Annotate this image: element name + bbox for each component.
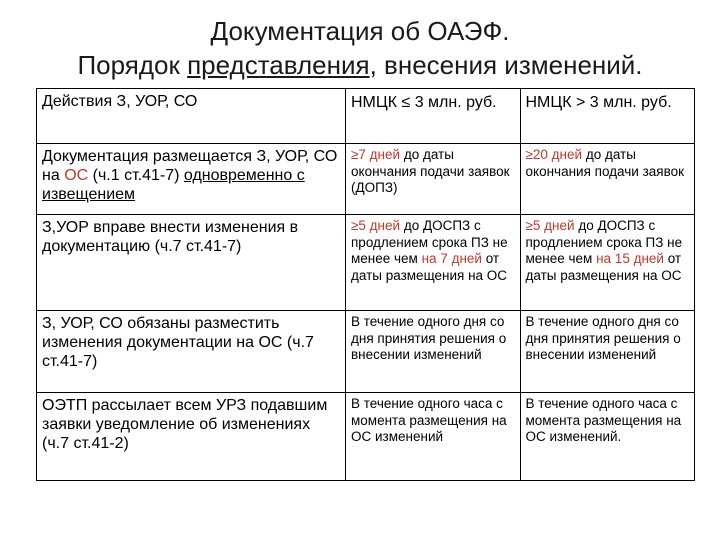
row2-nmck-le-3 xyxy=(346,215,521,311)
title-line-2-start: Порядок xyxy=(77,50,188,80)
title-line-2 xyxy=(0,48,720,82)
header-actions: Действия З, УОР, СО xyxy=(37,89,346,144)
row4-nmck-gt-3: В течение одного часа с момента размещения на ОС изменений. xyxy=(520,393,695,481)
table-header-row xyxy=(37,89,695,144)
row2-c2-end: от даты размещения на ОС xyxy=(351,251,508,283)
row2-c2-days: ≥5 дней xyxy=(351,218,401,233)
header-nmck-gt-3: НМЦК > 3 млн. руб. xyxy=(520,89,695,144)
row1-c3-text: до даты окончания подачи заявок xyxy=(525,147,685,179)
row2-c2-extension: на 7 дней xyxy=(421,251,482,266)
table-row xyxy=(37,311,695,393)
row1-nmck-gt-3 xyxy=(520,144,695,215)
documentation-table xyxy=(36,88,695,481)
row2-c3-extension: на 15 дней xyxy=(596,251,664,266)
row2-c3-text: до ДОСПЗ с продлением срока ПЗ не менее чем xyxy=(525,218,683,266)
row3-nmck-gt-3: В течение одного дня со дня принятия решения о внесении изменений xyxy=(520,311,695,393)
row2-c3-days: ≥5 дней xyxy=(525,218,575,233)
row4-nmck-le-3: В течение одного часа с момента размещения на ОС изменений xyxy=(346,393,521,481)
header-nmck-le-3: НМЦК ≤ 3 млн. руб. xyxy=(346,89,521,144)
row3-nmck-le-3: В течение одного дня со дня принятия решения о внесении изменений xyxy=(346,311,521,393)
row1-action xyxy=(37,144,346,215)
row2-nmck-gt-3 xyxy=(520,215,695,311)
row4-action: ОЭТП рассылает всем УРЗ подавшим заявки уведомление об изменениях (ч.7 ст.41-2) xyxy=(37,393,346,481)
row2-c2-text: до ДОСПЗ с продлением срока ПЗ не менее чем xyxy=(351,218,508,266)
row1-c2-text: до даты окончания подачи заявок (ДОПЗ) xyxy=(351,147,510,195)
slide-title xyxy=(0,14,720,82)
row1-action-underlined: одновременно с извещением xyxy=(42,167,305,203)
table-row xyxy=(37,215,695,311)
title-line-1: Документация об ОАЭФ. xyxy=(210,16,510,46)
row1-c2-days: ≥7 дней xyxy=(351,147,401,162)
row2-action: З,УОР вправе внести изменения в документацию (ч.7 ст.41-7) xyxy=(37,215,346,311)
row1-action-ref: (ч.1 ст.41-7) xyxy=(88,167,184,184)
title-line-2-end: , внесения изменений. xyxy=(369,50,643,80)
row1-action-highlight: ОС xyxy=(64,167,89,184)
row1-action-text: Документация размещается З, УОР, СО на xyxy=(42,148,338,184)
row3-action: З, УОР, СО обязаны разместить изменения документации на ОС (ч.7 ст.41-7) xyxy=(37,311,346,393)
row1-nmck-le-3 xyxy=(346,144,521,215)
table-row xyxy=(37,144,695,215)
title-underlined-word: представления xyxy=(187,50,370,80)
table-row xyxy=(37,393,695,481)
row2-c3-end: от даты размещения на ОС xyxy=(525,251,682,283)
row1-c3-days: ≥20 дней xyxy=(525,147,583,162)
